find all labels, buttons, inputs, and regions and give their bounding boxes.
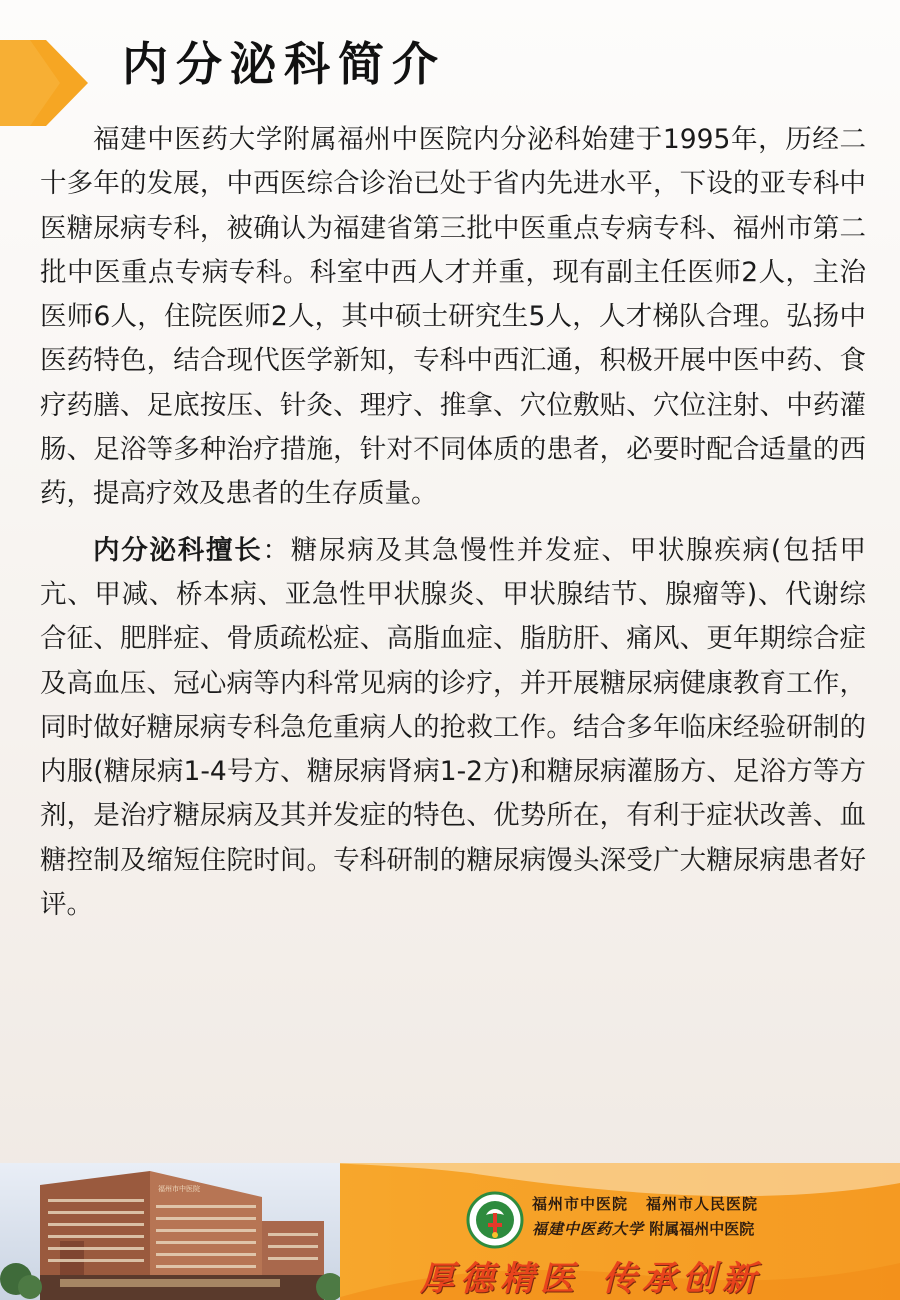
hospital-logo-icon [466, 1191, 524, 1249]
slogan [420, 1251, 762, 1300]
building-sign: 福州市中医院 [158, 1185, 200, 1193]
hospital-names [532, 1193, 758, 1214]
intro-paragraph: 福建中医药大学附属福州中医院内分泌科始建于1995年，历经二十多年的发展，中西医综合诊治已处于省内先进水平，下设的亚专科中医糖尿病专科，被确认为福建省第三批中医重点专病专科、福州市第二批中医重点专病专科。科室中西人才并重，现有副主任医师2人，主治医师6人，住院医师2人，其中硕士研究生5人，人才梯队合理。弘扬中医药特色，结合现代医学新知，专科中西汇通，积极开展中医中药、食疗药膳、足底按压、针灸、理疗、推拿、穴位敷贴、穴位注射、中药灌肠、足浴等多种治疗措施，针对不同体质的患者，必要时配合适量的西药，提高疗效及患者的生存质量。 [40, 124, 866, 510]
hospital-name-1: 福州市中医院 [532, 1195, 629, 1213]
university-affiliation [532, 1218, 754, 1239]
specialty-paragraph [40, 529, 866, 928]
university-name: 福建中医药大学 [532, 1220, 645, 1238]
hospital-building-image [0, 1163, 340, 1300]
page-title: 内分泌科简介 [122, 37, 446, 91]
specialty-text: ：糖尿病及其急慢性并发症、甲状腺疾病(包括甲亢、甲减、桥本病、亚急性甲状腺炎、甲状腺结节、腺瘤等)、代谢综合征、肥胖症、骨质疏松症、高脂血症、脂肪肝、痛风、更年期综合症及高血压、冠心病等内科常见病的诊疗，并开展糖尿病健康教育工作，同时做好糖尿病专科急危重病人的抢救工作。结合多年临床经验研制的内服(糖尿病1-4号方、糖尿病肾病1-2方)和糖尿病灌肠方、足浴方等方剂，是治疗糖尿病及其并发症的特色、优势所在，有利于症状改善、血糖控制及缩短住院时间。专科研制的糖尿病馒头深受广大糖尿病患者好评。 [40, 534, 866, 921]
slogan-part-2: 传承创新 [602, 1259, 762, 1299]
slogan-part-1: 厚德精医 [420, 1259, 580, 1299]
footer-banner [0, 1163, 900, 1300]
hospital-name-2: 福州市人民医院 [646, 1195, 759, 1213]
specialty-heading: 内分泌科擅长 [93, 534, 263, 566]
decorative-arrow-shape [0, 40, 88, 126]
article-body [40, 118, 866, 927]
affiliate-name: 附属福州中医院 [649, 1220, 755, 1238]
